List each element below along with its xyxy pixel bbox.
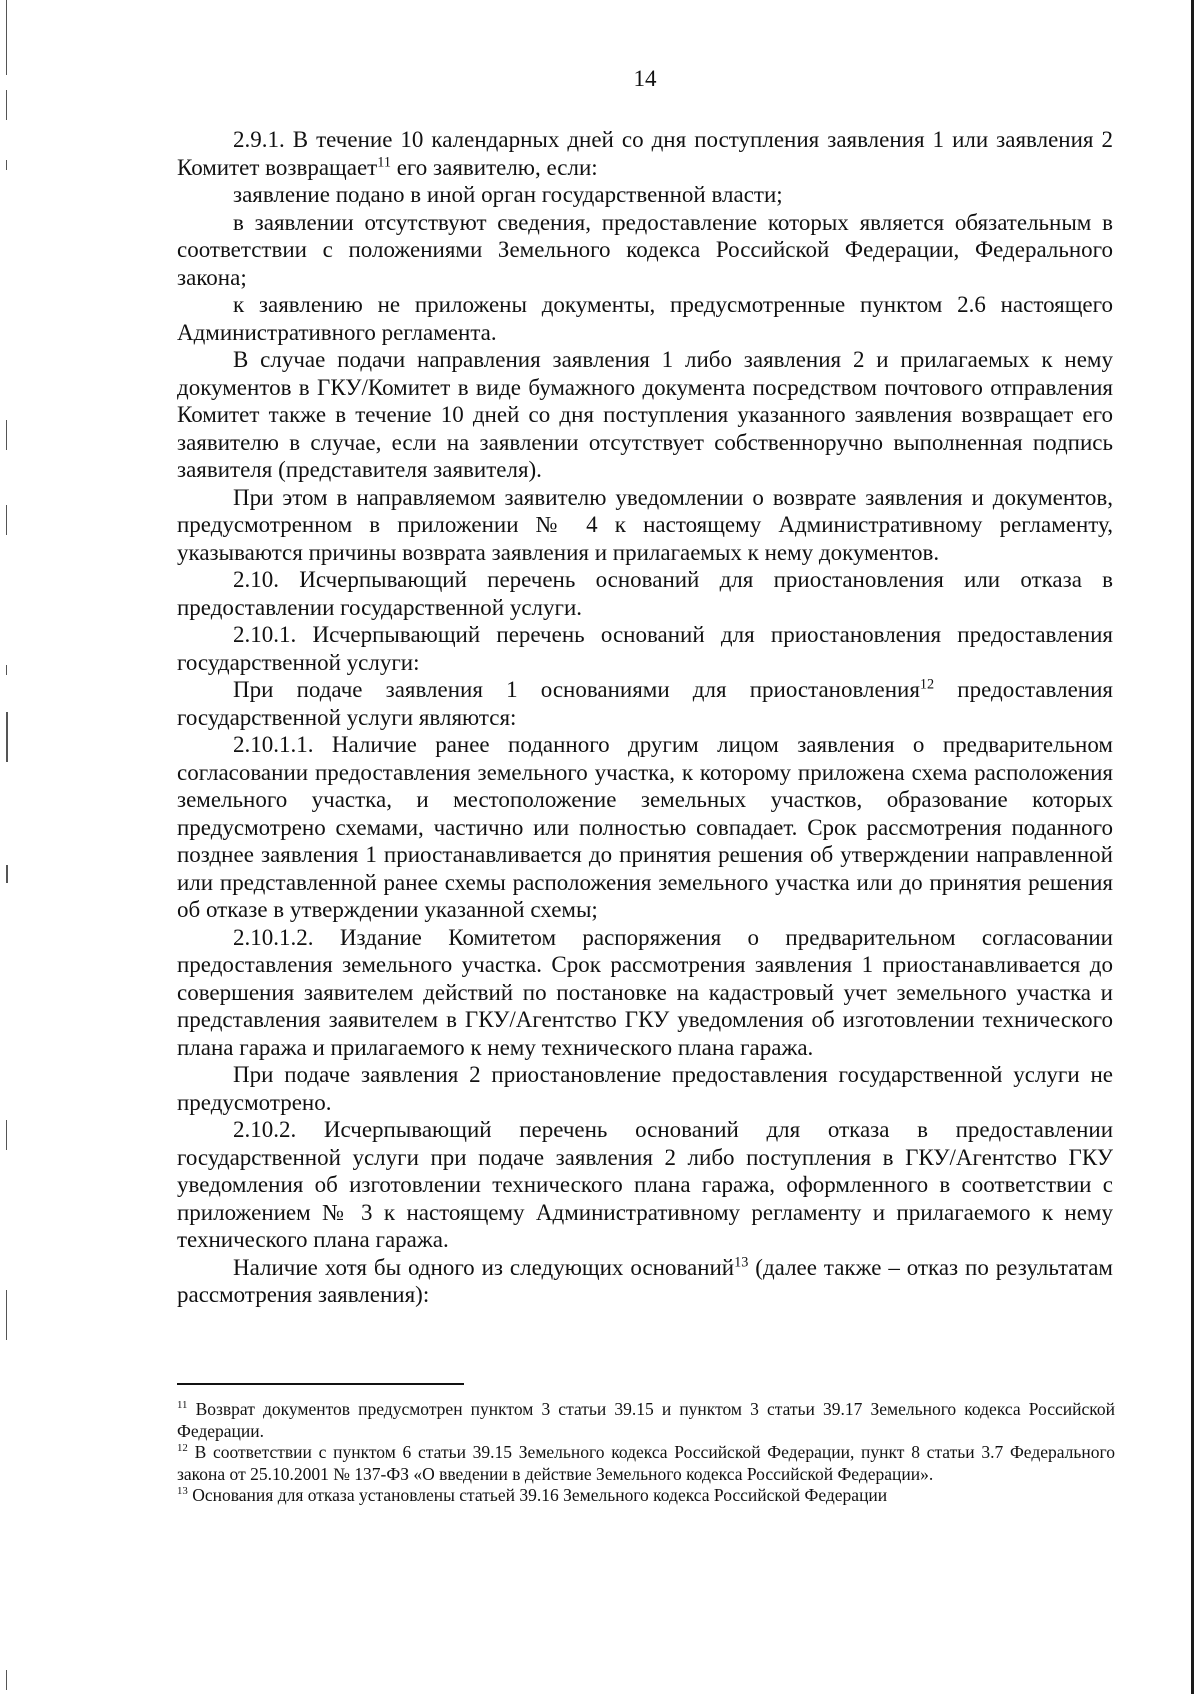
scan-mark bbox=[6, 0, 7, 75]
footnote-ref: 12 bbox=[919, 676, 935, 693]
paragraph: При подаче заявления 1 основаниями для приостановления$^{12}$ предоставления государственной услуги являются: bbox=[177, 676, 1113, 730]
paragraph: 2.10.1.1. Наличие ранее поданного другим лицом заявления о предварительном согласовании предоставления земельного участка, к которому приложена схема расположения земельного участка, и местоположение земельных участков, образование которых предусмотрено схемами, частично или полностью совпадает. Срок рассмотрения поданного позднее заявления 1 приостанавливается до принятия решения об утверждении направленной или представленной ранее схемы расположения земельного участка или до принятия решения об отказе в утверждении указанной схемы; bbox=[177, 732, 1113, 922]
scan-mark bbox=[6, 420, 7, 450]
footnote: $^{12}$ В соответствии с пунктом 6 статьи 39.15 Земельного кодекса Российской Федерации, пункт 8 статьи 3.7 Федерального закона от 25.10.2001 № 137-ФЗ «О введении в действие Земельного кодекса Российской Федерации». bbox=[177, 1442, 1115, 1484]
footnote-ref: 13 bbox=[734, 1253, 749, 1270]
page-number: 14 bbox=[633, 66, 657, 91]
paragraph: 2.9.1. В течение 10 календарных дней со дня поступления заявления 1 или заявления 2 Комитет возвращает$^{11}$ его заявителю, если: bbox=[177, 127, 1113, 180]
footnote-number: 12 bbox=[177, 1442, 188, 1455]
footnote-number: 13 bbox=[177, 1485, 188, 1498]
paragraph: При подаче заявления 2 приостановление предоставления государственной услуги не предусмотрено. bbox=[177, 1062, 1113, 1115]
paragraph: 2.10.2. Исчерпывающий перечень оснований для отказа в предоставлении государственной услуги при подаче заявления 2 либо поступления в ГКУ/Агентство ГКУ уведомления об изготовлении технического плана гаража, оформленного в соответствии с приложением № 3 к настоящему Административному регламенту и прилагаемого к нему технического плана гаража. bbox=[177, 1117, 1113, 1252]
scan-mark bbox=[6, 90, 7, 120]
paragraph: Наличие хотя бы одного из следующих оснований$^{13}$ (далее также – отказ по результатам рассмотрения заявления): bbox=[177, 1253, 1113, 1307]
footnotes bbox=[177, 1399, 1115, 1507]
scan-mark bbox=[6, 1670, 7, 1690]
body-text bbox=[177, 126, 1113, 1309]
footnote-ref: 11 bbox=[377, 153, 391, 170]
scan-mark bbox=[6, 160, 7, 170]
paragraph: 2.10.1.2. Издание Комитетом распоряжения о предварительном согласовании предоставления земельного участка. Срок рассмотрения заявления 1 приостанавливается до совершения заявителем действий по постановке на кадастровый учет земельного участка и представления заявителем в ГКУ/Агентство ГКУ уведомления об изготовлении технического плана гаража и прилагаемого к нему технического плана гаража. bbox=[177, 924, 1113, 1060]
scan-mark bbox=[6, 1290, 7, 1340]
paragraph: 2.10. Исчерпывающий перечень оснований для приостановления или отказа в предоставлении государственной услуги. bbox=[177, 567, 1113, 620]
paragraph: в заявлении отсутствуют сведения, предоставление которых является обязательным в соответствии с положениями Земельного кодекса Российской Федерации, Федерального закона; bbox=[177, 209, 1113, 290]
footnote: $^{13}$ Основания для отказа установлены статьей 39.16 Земельного кодекса Российской Федерации bbox=[177, 1485, 888, 1505]
paragraph: При этом в направляемом заявителю уведомлении о возврате заявления и документов, предусмотренном в приложении № 4 к настоящему Административному регламенту, указываются причины возврата заявления и прилагаемых к нему документов. bbox=[177, 484, 1113, 565]
scan-mark bbox=[6, 865, 8, 883]
footnote: $^{11}$ Возврат документов предусмотрен пунктом 3 статьи 39.15 и пунктом 3 статьи 39.17 Земельного кодекса Российской Федерации. bbox=[177, 1399, 1115, 1441]
footnote-separator bbox=[177, 1383, 464, 1385]
paragraph: В случае подачи направления заявления 1 либо заявления 2 и прилагаемых к нему документов в ГКУ/Комитет в виде бумажного документа посредством почтового отправления Комитет также в течение 10 дней со дня поступления указанного заявления возвращает его заявителю в случае, если на заявлении отсутствует собственноручно выполненная подпись заявителя (представителя заявителя). bbox=[177, 347, 1113, 482]
paragraph: к заявлению не приложены документы, предусмотренные пунктом 2.6 настоящего Административного регламента. bbox=[177, 292, 1113, 345]
scan-mark bbox=[6, 1120, 7, 1150]
paragraph: заявление подано в иной орган государственной власти; bbox=[233, 182, 783, 207]
scan-mark bbox=[6, 665, 7, 675]
paragraph: 2.10.1. Исчерпывающий перечень оснований для приостановления предоставления государственной услуги: bbox=[177, 622, 1113, 675]
footnote-number: 11 bbox=[177, 1399, 188, 1412]
scan-mark bbox=[6, 712, 8, 762]
scan-mark bbox=[6, 505, 7, 535]
page-edge bbox=[1191, 0, 1194, 1694]
